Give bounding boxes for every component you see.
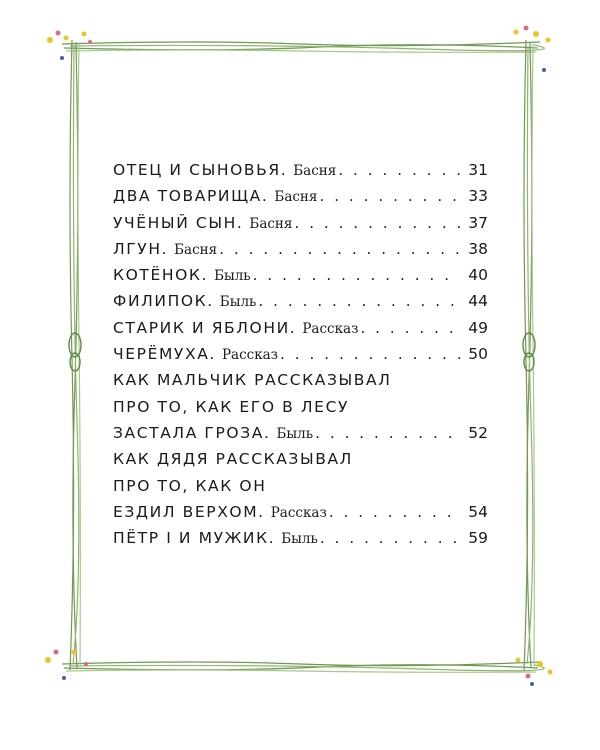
toc-genre: Басня (293, 163, 337, 179)
toc-line (113, 262, 488, 288)
toc-genre: Быль (214, 268, 251, 285)
toc-page-number: 38 (468, 239, 488, 258)
toc-page-number: 40 (468, 266, 488, 285)
toc-title-line (113, 367, 488, 393)
toc-title: ФИЛИПОК. (113, 292, 214, 311)
flowers-top-right (514, 26, 551, 73)
toc-line (113, 341, 488, 367)
toc-line (113, 525, 488, 551)
toc-title: КОТЁНОК. (113, 266, 209, 285)
toc-dot-leader (253, 262, 460, 288)
toc-genre: Басня (274, 189, 318, 206)
toc-title: ЧЕРЁМУХА. (113, 345, 216, 364)
toc-genre: Басня (174, 241, 218, 258)
toc-entry (113, 446, 488, 525)
toc-genre: Рассказ (302, 320, 359, 337)
toc-title: СТАРИК И ЯБЛОНИ. (113, 318, 297, 337)
toc-entry (113, 262, 488, 288)
toc-dot-leader (280, 341, 460, 367)
toc-title-line (113, 473, 488, 499)
toc-title: ЗАСТАЛА ГРОЗА. (113, 423, 271, 442)
frame-top-stems (62, 42, 544, 52)
toc-title-line (113, 394, 488, 420)
table-of-contents (113, 157, 488, 551)
toc-genre: Рассказ (221, 347, 279, 364)
toc-page-number: 54 (468, 502, 488, 521)
toc-title: ЕЗДИЛ ВЕРХОМ. (113, 502, 265, 521)
toc-page-number: 49 (468, 318, 488, 337)
toc-genre: Быль (281, 531, 318, 548)
toc-title-text: КАК ДЯДЯ РАССКАЗЫВАЛ (113, 450, 353, 469)
toc-title: ОТЕЦ И СЫНОВЬЯ. (113, 161, 288, 179)
toc-line (113, 315, 488, 341)
toc-line (113, 183, 488, 209)
toc-entry (113, 367, 488, 446)
toc-line (113, 499, 488, 525)
toc-dot-leader (320, 525, 460, 551)
toc-entry (113, 157, 488, 183)
toc-page-number: 31 (468, 161, 488, 179)
toc-title: УЧЁНЫЙ СЫН. (113, 213, 244, 232)
toc-entry (113, 315, 488, 341)
toc-line (113, 288, 488, 314)
flowers-bottom-left (45, 650, 88, 681)
toc-genre: Басня (249, 215, 293, 232)
toc-genre: Быль (219, 294, 257, 311)
toc-dot-leader (294, 210, 460, 236)
toc-title: ЛГУН. (113, 239, 169, 258)
toc-genre: Рассказ (270, 504, 327, 521)
toc-line (113, 420, 488, 446)
toc-page-number: 44 (468, 292, 488, 311)
toc-line (113, 157, 488, 183)
toc-title-text: КАК МАЛЬЧИК РАССКАЗЫВАЛ (113, 371, 392, 390)
toc-dot-leader (315, 420, 460, 446)
toc-entry (113, 525, 488, 551)
toc-entry (113, 236, 488, 262)
toc-title-text: ПРО ТО, КАК ОН (113, 476, 267, 495)
toc-dot-leader (319, 183, 460, 209)
toc-dot-leader (329, 499, 460, 525)
toc-entry (113, 341, 488, 367)
flowers-top-left (47, 31, 92, 61)
toc-page-number: 50 (468, 345, 488, 364)
toc-dot-leader (219, 236, 460, 262)
toc-page-number: 52 (468, 423, 488, 442)
toc-genre: Быль (276, 425, 314, 442)
toc-title: ПЁТР I И МУЖИК. (113, 529, 276, 548)
toc-page-number: 59 (468, 529, 488, 548)
toc-line (113, 236, 488, 262)
toc-dot-leader (258, 288, 460, 314)
toc-title-line (113, 446, 488, 472)
toc-page-number: 33 (468, 187, 488, 206)
toc-title: ДВА ТОВАРИЩА. (113, 187, 269, 206)
toc-entry (113, 288, 488, 314)
toc-dot-leader (338, 157, 460, 183)
toc-entry (113, 210, 488, 236)
frame-bottom-stems (62, 662, 544, 672)
toc-line (113, 210, 488, 236)
toc-dot-leader (360, 315, 460, 341)
toc-page-number: 37 (468, 213, 488, 232)
toc-entry (113, 183, 488, 209)
toc-title-text: ПРО ТО, КАК ЕГО В ЛЕСУ (113, 397, 350, 416)
